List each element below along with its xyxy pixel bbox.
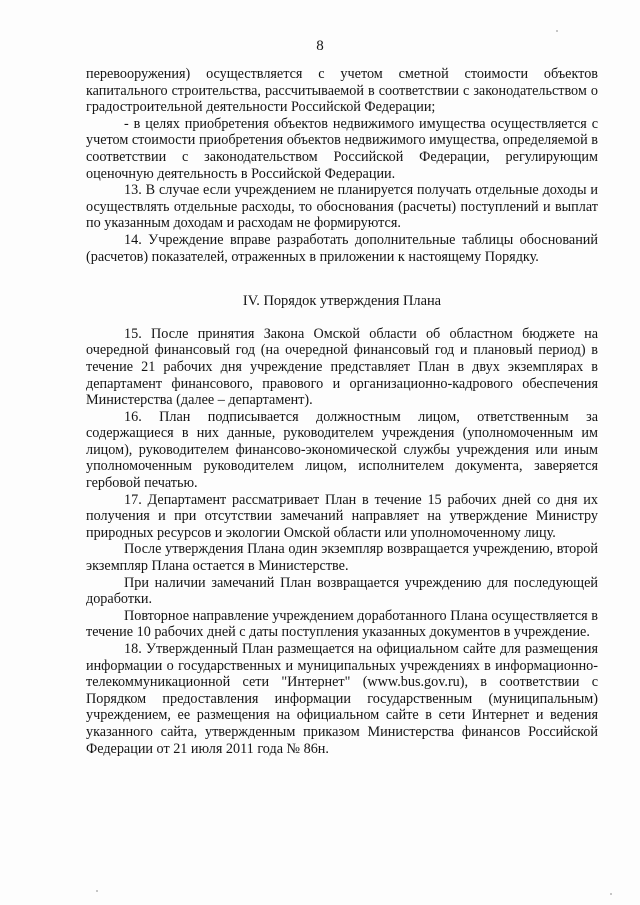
document-body	[86, 66, 598, 757]
paragraph: 13. В случае если учреждением не планируется получать отдельные доходы и осуществлять отдельные расходы, то обоснования (расчеты) поступлений и выплат по указанным доходам и расходам не формируются.	[86, 182, 598, 232]
paragraph: 16. План подписывается должностным лицом, ответственным за содержащиеся в них данные, руководителем учреждения (уполномоченным им лицом), руководителем финансово-экономической службы учреждения или иным уполномоченным руководителем лицом, исполнителем документа, заверяется гербовой печатью.	[86, 408, 598, 492]
scan-artifact	[96, 890, 98, 892]
paragraph: 17. Департамент рассматривает План в течение 15 рабочих дней со дня их получения и при отсутствии замечаний направляет на утверждение Министру природных ресурсов и экологии Омской области или уполномоченному лицу.	[86, 491, 598, 541]
paragraph: После утверждения Плана один экземпляр возвращается учреждению, второй экземпляр Плана остается в Министерстве.	[86, 541, 598, 575]
paragraph: - в целях приобретения объектов недвижимого имущества осуществляется с учетом стоимости приобретения объектов недвижимого имущества, определяемой в соответствии с законодательством Российской Федерации, регулирующим оценочную деятельность в Российской Федерации.	[86, 115, 598, 182]
paragraphs-bottom	[86, 326, 598, 757]
page-number: 8	[316, 38, 324, 54]
paragraphs-top	[86, 66, 598, 265]
paragraph: 14. Учреждение вправе разработать дополнительные таблицы обоснований (расчетов) показателей, отраженных в приложении к настоящему Порядку.	[86, 231, 598, 265]
section-heading: IV. Порядок утверждения Плана	[242, 293, 442, 310]
paragraph: 18. Утвержденный План размещается на официальном сайте для размещения информации о государственных и муниципальных учреждениях в информационно-телекоммуникационной сети "Интернет" (www.bus.gov.ru), в соответствии с Порядком предоставления информации государственным (муниципальным) учреждением, ее размещения на официальном сайте в сети Интернет и ведения указанного сайта, утвержденным приказом Министерства финансов Российской Федерации от 21 июля 2011 года № 86н.	[86, 641, 598, 757]
paragraph: перевооружения) осуществляется с учетом сметной стоимости объектов капитального строительства, рассчитываемой в соответствии с законодательством о градостроительной деятельности Российской Федерации;	[86, 66, 598, 116]
paragraph: При наличии замечаний План возвращается учреждению для последующей доработки.	[86, 574, 598, 608]
scan-artifact	[610, 893, 612, 895]
scan-artifact	[556, 30, 558, 32]
paragraph: 15. После принятия Закона Омской области об областном бюджете на очередной финансовый год (на очередной финансовый год и плановый период) в течение 21 рабочих дня учреждение представляет План в двух экземплярах в департамент финансового, правового и организационно-кадрового обеспечения Министерства (далее – департамент).	[86, 325, 598, 409]
paragraph: Повторное направление учреждением доработанного Плана осуществляется в течение 10 рабочих дней с даты поступления указанных документов в учреждение.	[86, 607, 598, 641]
